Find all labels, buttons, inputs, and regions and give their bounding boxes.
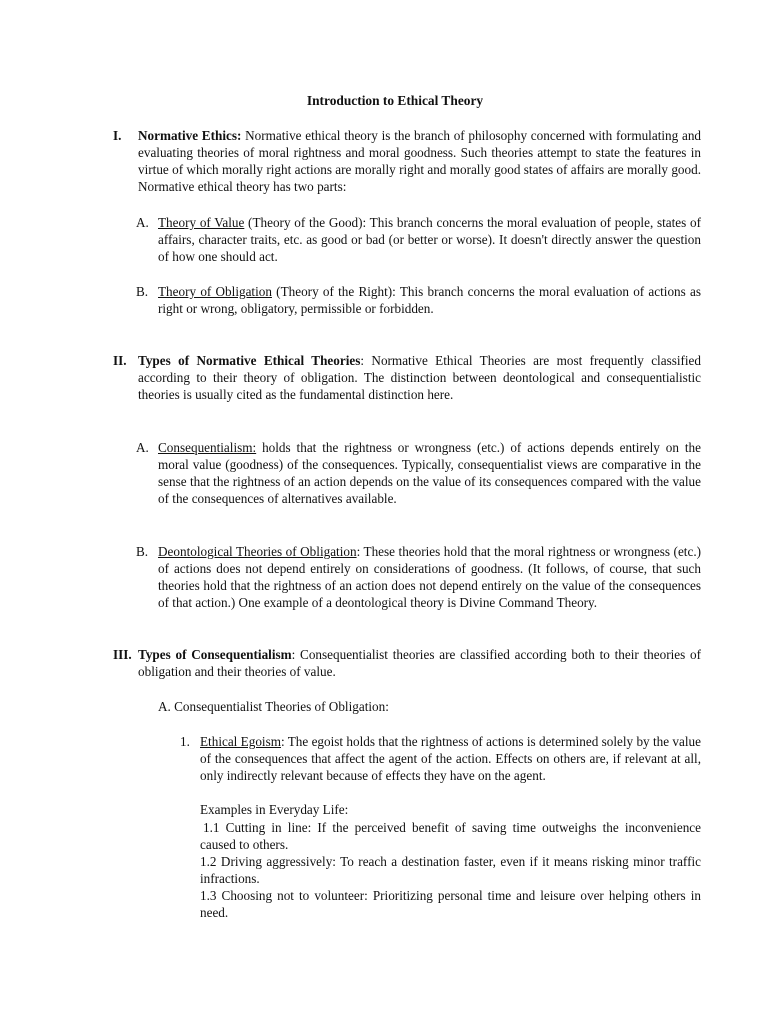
section-1-item-b-letter: B.: [136, 284, 149, 299]
example-1-3: 1.3 Choosing not to volunteer: Prioritizing personal time and leisure over helping others in need.: [200, 888, 701, 920]
section-2-item-a-text: holds that the rightness or wrongness (etc.) of actions depends entirely on the moral value (goodness) of the consequences. Typically, consequentialist views are comparative in the sense that the rightness of an action depends on the value of its consequences compared with the value of the consequences of alternatives available.: [158, 440, 701, 506]
section-2-text: : Normative Ethical Theories are most frequently classified according to their theory of obligation. The distinction between deontological and consequentialistic theories is usually cited as the fundamental distinction here.: [138, 353, 702, 402]
section-2-numeral: II.: [113, 353, 127, 368]
section-1-item-a-text: (Theory of the Good): This branch concerns the moral evaluation of people, states of affairs, character traits, etc. as good or bad (or better or worse). It doesn't directly answer the question of how one should act.: [158, 215, 701, 264]
example-1-2: 1.2 Driving aggressively: To reach a destination faster, even if it means risking minor traffic infractions.: [200, 854, 701, 886]
section-2-heading: Types of Normative Ethical Theories: [138, 353, 361, 368]
section-2-item-b-letter: B.: [136, 544, 149, 559]
section-3-subheading: A. Consequentialist Theories of Obligation:: [158, 699, 389, 714]
section-3-text: : Consequentialist theories are classified according both to their theories of obligation and their theories of value.: [138, 647, 701, 679]
section-2-item-b: [158, 543, 701, 611]
egoism-term: Ethical Egoism: [200, 734, 281, 749]
example-1-1: 1.1 Cutting in line: If the perceived benefit of saving time outweighs the inconvenience caused to others.: [200, 820, 701, 852]
section-2-item-a-term: Consequentialism:: [158, 440, 257, 455]
section-1-text: Normative ethical theory is the branch of philosophy concerned with formulating and evaluating theories of moral rightness and moral goodness. Such theories attempt to state the features in virtue of which morally right actions are morally right and morally good states of affairs are morally good. Normative ethical theory has two parts:: [138, 128, 702, 194]
examples-label: Examples in Everyday Life:: [200, 802, 349, 817]
section-3-paragraph: [138, 646, 701, 680]
section-1-item-b-text: (Theory of the Right): This branch concerns the moral evaluation of actions as right or wrong, obligatory, permissible or forbidden.: [158, 284, 701, 316]
section-2-item-b-term: Deontological Theories of Obligation: [158, 544, 357, 559]
section-2-paragraph: [138, 352, 701, 403]
section-2-item-b-text: : These theories hold that the moral rightness or wrongness (etc.) of actions does not depend entirely on considerations of goodness. (It follows, of course, that such theories hold that the rightness of an action does not depend entirely on the value of the consequences of that action.) One example of a deontological theory is Divine Command Theory.: [158, 544, 702, 610]
section-3-heading: Types of Consequentialism: [138, 647, 292, 662]
document-title: Introduction to Ethical Theory: [306, 93, 484, 108]
egoism-text: : The egoist holds that the rightness of actions is determined solely by the value of the consequences that affect the agent of the action. Effects on others are, if relevant at all, only indirectly relevant because of effects they have on the agent.: [200, 734, 701, 783]
section-1-paragraph: [138, 127, 701, 195]
section-1-item-a-term: Theory of Value: [158, 215, 245, 230]
section-2-item-a: [158, 439, 701, 507]
section-1-heading: Normative Ethics:: [138, 128, 242, 143]
egoism-number: 1.: [180, 734, 190, 749]
section-2-item-a-letter: A.: [136, 440, 149, 455]
egoism-paragraph: [200, 733, 701, 784]
section-1-item-b: [158, 283, 701, 317]
section-1-numeral: I.: [113, 128, 122, 143]
section-3-numeral: III.: [113, 647, 132, 662]
section-1-item-a-letter: A.: [136, 215, 149, 230]
section-1-item-b-term: Theory of Obligation: [158, 284, 272, 299]
section-1-item-a: [158, 214, 701, 265]
